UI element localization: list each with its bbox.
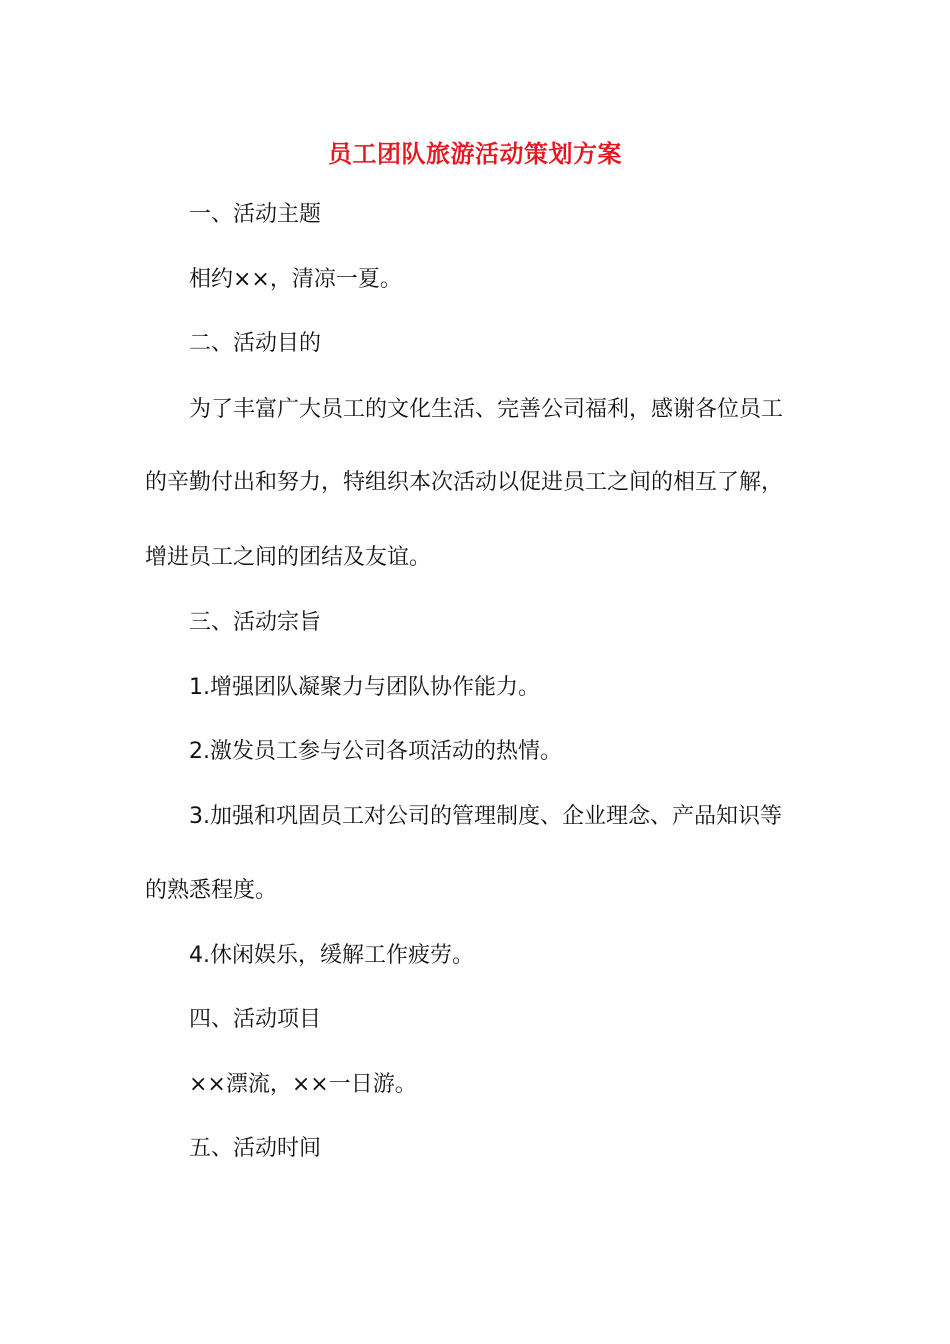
- tenet-item-3-line-2: 的熟悉程度。: [145, 878, 278, 903]
- purpose-text-line-1: 为了丰富广大员工的文化生活、完善公司福利，感谢各位员工: [189, 397, 784, 422]
- heading-activity-time: 五、活动时间: [189, 1136, 322, 1161]
- tenet-item-2: 2.激发员工参与公司各项活动的热情。: [189, 739, 562, 764]
- heading-activity-items: 四、活动项目: [189, 1007, 322, 1032]
- document-title: 员工团队旅游活动策划方案: [328, 140, 622, 168]
- heading-activity-tenet: 三、活动宗旨: [189, 610, 322, 635]
- purpose-text-line-3: 增进员工之间的团结及友谊。: [145, 545, 432, 570]
- items-text: ××漂流，××一日游。: [189, 1072, 417, 1097]
- theme-text: 相约××，清凉一夏。: [189, 267, 402, 292]
- purpose-text-line-2: 的辛勤付出和努力，特组织本次活动以促进员工之间的相互了解，: [145, 470, 784, 495]
- tenet-item-1: 1.增强团队凝聚力与团队协作能力。: [189, 675, 540, 700]
- tenet-item-4: 4.休闲娱乐，缓解工作疲劳。: [189, 943, 474, 968]
- tenet-item-3-line-1: 3.加强和巩固员工对公司的管理制度、企业理念、产品知识等: [189, 804, 782, 829]
- heading-activity-purpose: 二、活动目的: [189, 331, 322, 356]
- heading-activity-theme: 一、活动主题: [189, 202, 322, 227]
